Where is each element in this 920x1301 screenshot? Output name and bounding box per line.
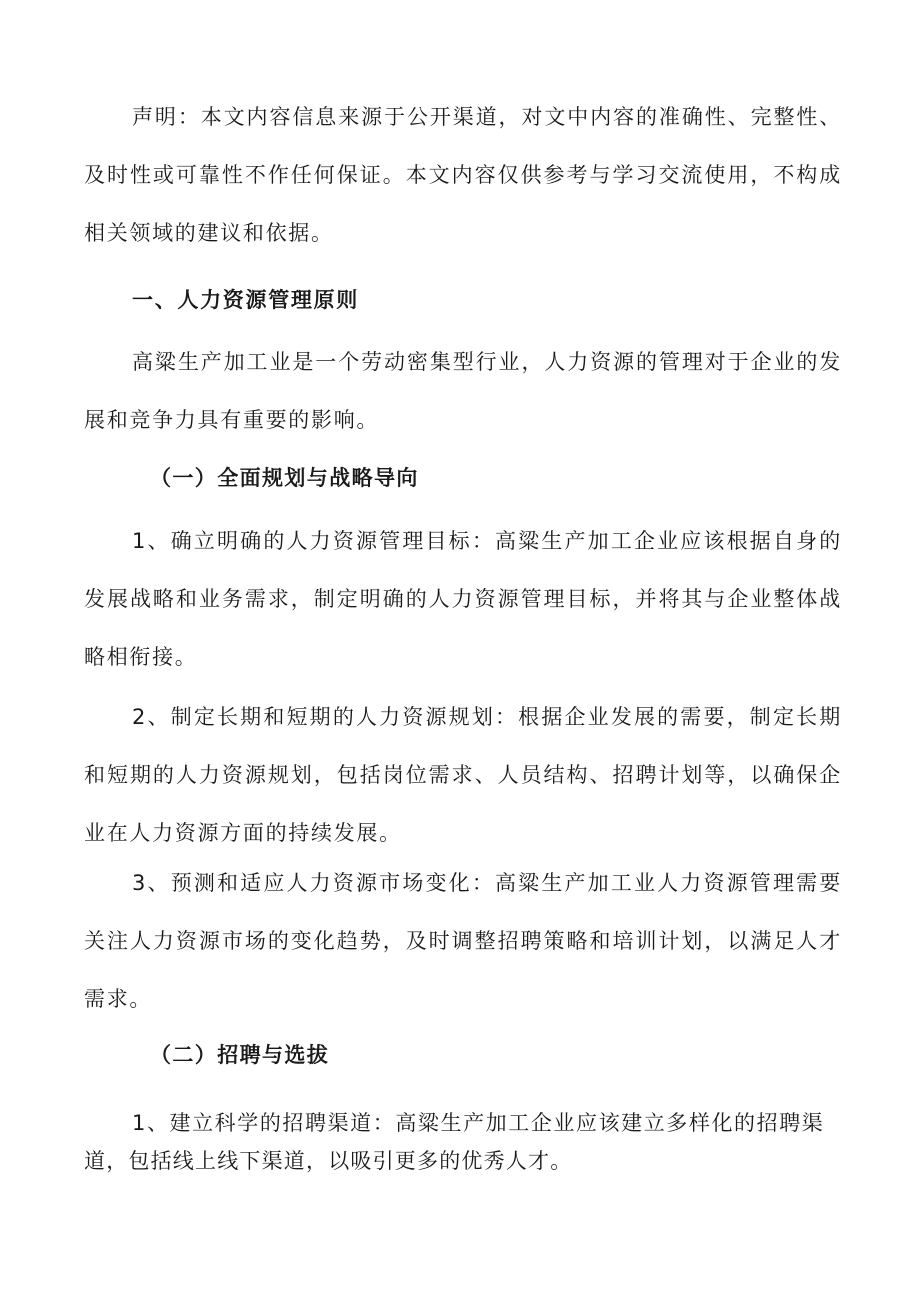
list-item-planning-1: 1、确立明确的人力资源管理目标：高粱生产加工企业应该根据自身的发展战略和业务需求，制定明确的人力资源管理目标，并将其与企业整体战略相衔接。 xyxy=(84,529,842,669)
subsection-title-planning: （一）全面规划与战略导向 xyxy=(150,466,419,490)
subsection-title-recruitment: （二）招聘与选拔 xyxy=(150,1043,330,1067)
list-item-recruitment-1: 1、建立科学的招聘渠道：高粱生产加工企业应该建立多样化的招聘渠道，包括线上线下渠道，以吸引更多的优秀人才。 xyxy=(84,1111,824,1173)
section-title: 一、人力资源管理原则 xyxy=(132,288,359,312)
intro-paragraph: 高粱生产加工业是一个劳动密集型行业，人力资源的管理对于企业的发展和竞争力具有重要的影响。 xyxy=(84,350,842,432)
list-item-planning-2: 2、制定长期和短期的人力资源规划：根据企业发展的需要，制定长期和短期的人力资源规划，包括岗位需求、人员结构、招聘计划等，以确保企业在人力资源方面的持续发展。 xyxy=(84,705,842,845)
list-item-planning-3: 3、预测和适应人力资源市场变化：高粱生产加工业人力资源管理需要关注人力资源市场的变化趋势，及时调整招聘策略和培训计划，以满足人才需求。 xyxy=(84,871,842,1011)
disclaimer-paragraph: 声明：本文内容信息来源于公开渠道，对文中内容的准确性、完整性、及时性或可靠性不作任何保证。本文内容仅供参考与学习交流使用，不构成相关领域的建议和依据。 xyxy=(84,105,842,245)
